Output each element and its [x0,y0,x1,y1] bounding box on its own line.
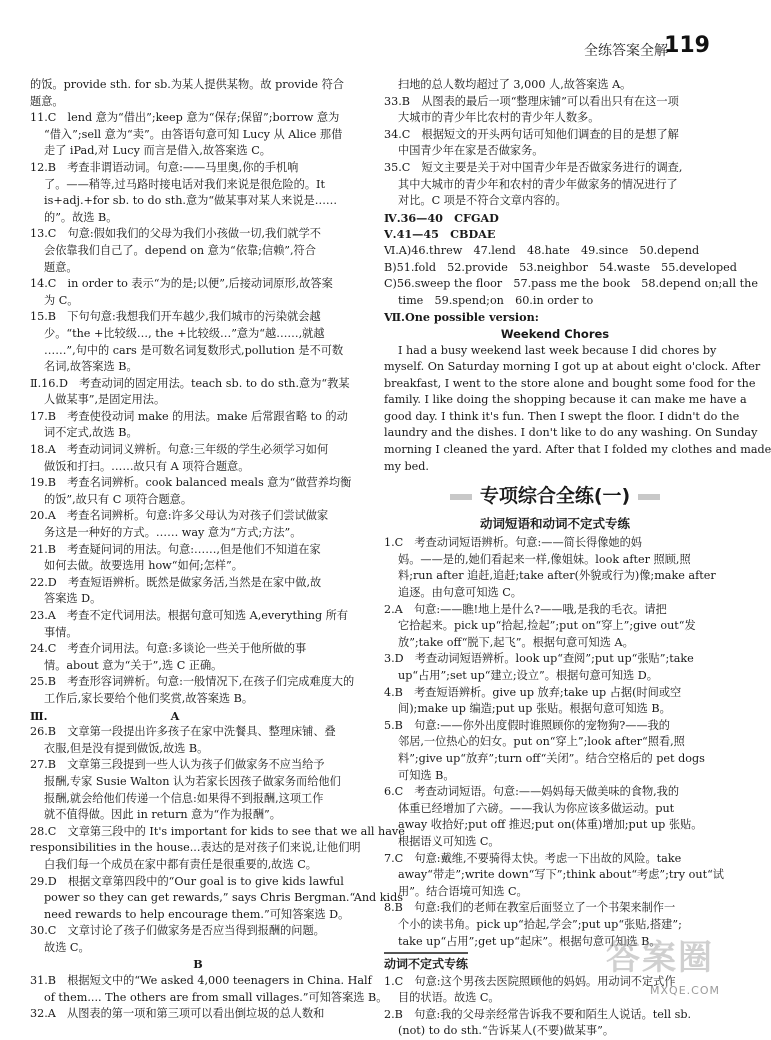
text-line: 扫地的总人数均超过了 3,000 人,故答案选 A。 [398,78,632,91]
text-line: 事情。 [44,625,78,639]
section-title: 专项综合全练(一) [479,485,631,508]
text-line: B)51.fold 52.provide 53.neighbor 54.waste 55.developed [384,260,737,274]
text-line: 34.C 根据短文的开头两句话可知他们调查的目的是想了解 [384,127,679,141]
text-line: 了。——稍等,过马路时接电话对我们来说是很危险的。It [44,177,325,191]
text-line: family. I like doing the shopping because it can make me have a [384,393,747,407]
text-line: 料;run after 追赶,追赶;take after(外貌或行为)像;make after [398,569,716,583]
text-line: 30.C 文章讨论了孩子们做家务是否应当得到报酬的问题。 [30,924,325,938]
text-line: 可知选 B。 [398,768,455,782]
text-line: 其中大城市的青少年和农村的青少年做家务的情况进行了 [398,177,678,191]
text-line: 间);make up 编造;put up 张贴。根据句意可知选 B。 [398,702,671,716]
text-line: 报酬,专家 Susie Walton 认为若家长因孩子做家务而给他们 [44,774,341,788]
text-line: 它拾起来。pick up“拾起,捡起”;put on“穿上”;give out“发 [398,619,696,633]
text-line: 体重已经增加了六磅。——我认为你应该多做运动。put [398,801,675,815]
text-line: I had a busy weekend last week because I did chores by [398,343,717,357]
page-number: 119 [664,33,710,58]
header-title: 全练答案全解 [584,43,668,59]
text-line: is+adj.+for sb. to do sth.意为“做某事对某人来说是…… [44,194,338,208]
title-bar-left [450,494,472,500]
essay-title: Weekend Chores [500,326,610,341]
text-line: “借入”;sell 意为“卖”。由答语句意可知 Lucy 从 Alice 那借 [44,127,343,141]
text-line: 务这是一种好的方式。…… way 意为“方式;方法”。 [44,526,302,540]
answer-list-bottom [384,535,726,950]
text-line: 妈。——是的,她们看起来一样,像姐妹。look after 照顾,照 [398,552,691,566]
text-line: 追逐。由句意可知选 C。 [398,586,522,600]
text-line: 如何去做。故要选用 how“如何;怎样”。 [44,559,243,573]
text-line: 词不定式,故选 B。 [44,426,138,440]
section-subtitle: 动词短语和动词不定式专练 [479,516,630,532]
watermark-seal: 答案圈 [606,938,714,978]
text-line: 11.C lend 意为“借出”;keep 意为“保存;保留”;borrow 意为 [30,111,340,125]
text-line: of them.... The others are from small villages.”可知答案选 B。 [44,990,388,1004]
text-line: 35.C 短文主要是关于对中国青少年是否做家务进行的调查, [384,160,683,174]
text-line: need rewards to help encourage them.”可知答案选 D。 [44,907,350,921]
text-line: good day. I think it's fun. Then I swept the floor. I didn't do the [384,409,740,423]
page-header [0,0,750,68]
text-line: 名词,故答案选 B。 [44,360,138,374]
text-line: 目的状语。故选 C。 [398,991,500,1005]
text-line: up“占用”;set up“建立;设立”。根据句意可知选 D。 [398,669,658,682]
text-line: 就不值得做。因此 in return 意为“作为报酬”。 [44,808,281,822]
watermark [548,931,738,1001]
left-column [30,77,405,1023]
section-title-block [384,479,726,513]
text-line: Ⅳ.36—40 CFGAD [384,210,499,225]
text-line: 17.B 考查使役动词 make 的用法。make 后常跟省略 to 的动 [30,409,348,423]
text-line: 个小的读书角。pick up“拾起,学会”;put up“张贴,搭建”; [398,917,682,931]
text-line: 少。“the +比较级…, the +比较级…”意为“越……,就越 [44,326,325,340]
text-line: 3.D 考查动词短语辨析。look up“查阅”;put up“张贴”;take [384,652,694,666]
text-line: 白我们每一个成员在家中都有责任是很重要的,故选 C。 [44,857,317,871]
text-line: 19.B 考查名词辨析。cook balanced meals 意为“做营养均衡 [30,476,352,490]
text-line: 1.C 考查动词短语辨析。句意:——简长得像她的妈 [384,536,642,550]
text-line: Ⅶ.One possible version: [384,310,539,325]
text-line: 18.A 考查动词词义辨析。句意:三年级的学生必须学习如何 [30,443,329,457]
watermark-url: MXQE.COM [650,984,720,997]
text-line: 大城市的青少年比农村的青少年人数多。 [398,111,600,125]
text-line: 中国青少年在家是否做家务。 [398,144,544,158]
text-line: 29.D 根据文章第四段中的“Our goal is to give kids lawful [30,874,344,888]
answer-list-top [384,77,758,326]
text-line: 15.B 下句句意:我想我们开车越少,我们城市的污染就会越 [30,310,321,324]
text-line: time 59.spend;on 60.in order to [398,293,594,307]
text-line: myself. On Saturday morning I got up at about eight o'clock. After [384,360,761,374]
text-line: B [193,957,203,972]
text-line: 21.B 考查疑问词的用法。句意:……,但是他们不知道在家 [30,542,321,556]
text-line: 走了 iPad,对 Lucy 而言是借入,故答案选 C。 [44,144,271,158]
text-line: 6.C 考查动词短语。句意:——妈妈每天做美味的食物,我的 [384,785,680,799]
text-line: 7.C 句意:戴维,不要骑得太快。考虑一下出故的风险。take [384,851,682,865]
text-line: 对比。C 项是不符合文章内容的。 [398,194,567,208]
text-line: 13.C 句意:假如我们的父母为我们小孩做一切,我们就学不 [30,227,321,241]
text-line: 的饭。provide sth. for sb.为某人提供某物。故 provide 符合 [30,78,344,91]
text-line: away“带走”;write down“写下”;think about“考虑”;try out“试 [398,868,724,882]
essay-body [384,343,771,476]
text-line: 为 C。 [44,293,79,307]
text-line: 答案选 D。 [44,592,102,606]
text-line: 放”;take off“脱下,起飞”。根据句意可知选 A。 [398,635,634,649]
text-line: my bed. [384,459,429,473]
text-line: Ⅴ.41—45 CBDAE [384,227,496,242]
text-line: 情。about 意为“关于”,选 C 正确。 [44,658,223,672]
text-line: ……”,句中的 cars 是可数名词复数形式,pollution 是不可数 [44,343,344,357]
text-line: 工作后,家长要给个他们奖赏,故答案选 B。 [44,691,254,705]
text-line: 28.C 文章第三段中的 It's important for kids to see that we all have [30,824,405,838]
text-line: take up“占用”;get up“起床”。根据句意可知选 B。 [398,934,661,948]
text-line: 的饭”,故只有 C 项符合题意。 [44,492,193,506]
text-line: 24.C 考查介词用法。句意:多谈论一些关于他所做的事 [30,642,307,656]
text-line: 32.A 从图表的第一项和第三项可以看出倒垃圾的总人数和 [30,1007,325,1021]
subsection-title: 动词不定式专练 [384,952,468,973]
text-line: 27.B 文章第三段提到一些人认为孩子们做家务不应当给予 [30,758,325,772]
text-line: Ⅲ. A [30,708,180,723]
text-line: (not) to do sth.“告诉某人(不要)做某事”。 [398,1024,615,1038]
text-line: 23.A 考查不定代词用法。根据句意可知选 A,everything 所有 [30,609,349,622]
text-line: responsibilities in the house...表达的是对孩子们来说,让他们明 [30,841,361,855]
text-line: C)56.sweep the floor 57.pass me the book 58.depend on;all the [384,277,758,291]
text-line: 题意。 [44,260,78,274]
text-line: 衣服,但是没有提到做饭,故选 B。 [44,741,209,755]
text-line: 做饭和打扫。……故只有 A 项符合题意。 [44,459,250,473]
text-line: 故选 C。 [44,940,90,954]
text-line: 用”。结合语境可知选 C。 [398,884,528,898]
text-line: Ⅱ.16.D 考查动词的固定用法。teach sb. to do sth.意为“教某 [30,376,350,390]
text-line: morning I cleaned the yard. After that I folded my clothes and made [384,443,771,457]
text-line: 22.D 考查短语辨析。既然是做家务活,当然是在家中做,故 [30,575,322,589]
text-line: 会依靠我们自己了。depend on 意为“依靠;信赖”,符合 [44,243,316,257]
text-line: 2.A 句意:——瞧!地上是什么?——哦,是我的毛衣。请把 [384,602,667,616]
text-line: 人做某事”,是固定用法。 [44,393,166,407]
text-line: 报酬,就会给他们传递一个信息:如果得不到报酬,这项工作 [44,791,324,805]
text-line: 8.B 句意:我们的老师在教室后面竖立了一个书架来制作一 [384,901,676,915]
text-line: Ⅵ.A)46.threw 47.lend 48.hate 49.since 50.depend [384,243,700,257]
text-line: 4.B 考查短语辨析。give up 放弃;take up 占据(时间或空 [384,685,682,699]
text-line: 1.C 句意:这个男孩去医院照顾他的妈妈。用动词不定式作 [384,974,676,988]
text-line: 14.C in order to 表示“为的是;以便”,后接动词原形,故答案 [30,277,333,291]
text-line: 31.B 根据短文中的“We asked 4,000 teenagers in China. Half [30,974,372,988]
text-line: 2.B 句意:我的父母亲经常告诉我不要和陌生人说话。tell sb. [384,1007,692,1021]
text-line: breakfast, I went to the store alone and bought some food for the [384,376,756,390]
text-line: laundry and the dishes. I don't like to do any washing. On Sunday [384,426,758,440]
title-bar-right [638,494,660,500]
text-line: 26.B 文章第一段提出许多孩子在家中洗餐具、整理床铺、叠 [30,725,336,739]
text-line: 25.B 考查形容词辨析。句意:一般情况下,在孩子们完成难度大的 [30,675,355,689]
text-line: 的”。故选 B。 [44,210,118,224]
text-line: 根据语义可知选 C。 [398,834,500,848]
text-line: 5.B 句意:——你外出度假时谁照顾你的宠物狗?——我的 [384,718,670,732]
text-line: away 收拾好;put off 推迟;put on(体重)增加;put up 张贴。 [398,818,703,832]
right-column [384,77,771,1040]
text-line: 33.B 从图表的最后一项“整理床铺”可以看出只有在这一项 [384,94,679,108]
text-line: power so they can get rewards,” says Chris Bergman.“And kids [44,891,404,905]
text-line: 20.A 考查名词辨析。句意:许多父母认为对孩子们尝试做家 [30,509,329,523]
text-line: 12.B 考查非谓语动词。句意:——马里奥,你的手机响 [30,160,299,174]
text-line: 料”;give up“放弃”;turn off“关闭”。结合空格后的 pet dogs [398,751,705,765]
text-line: 题意。 [30,94,64,108]
text-line: 邻居,一位热心的妇女。put on“穿上”;look after“照看,照 [398,735,685,749]
